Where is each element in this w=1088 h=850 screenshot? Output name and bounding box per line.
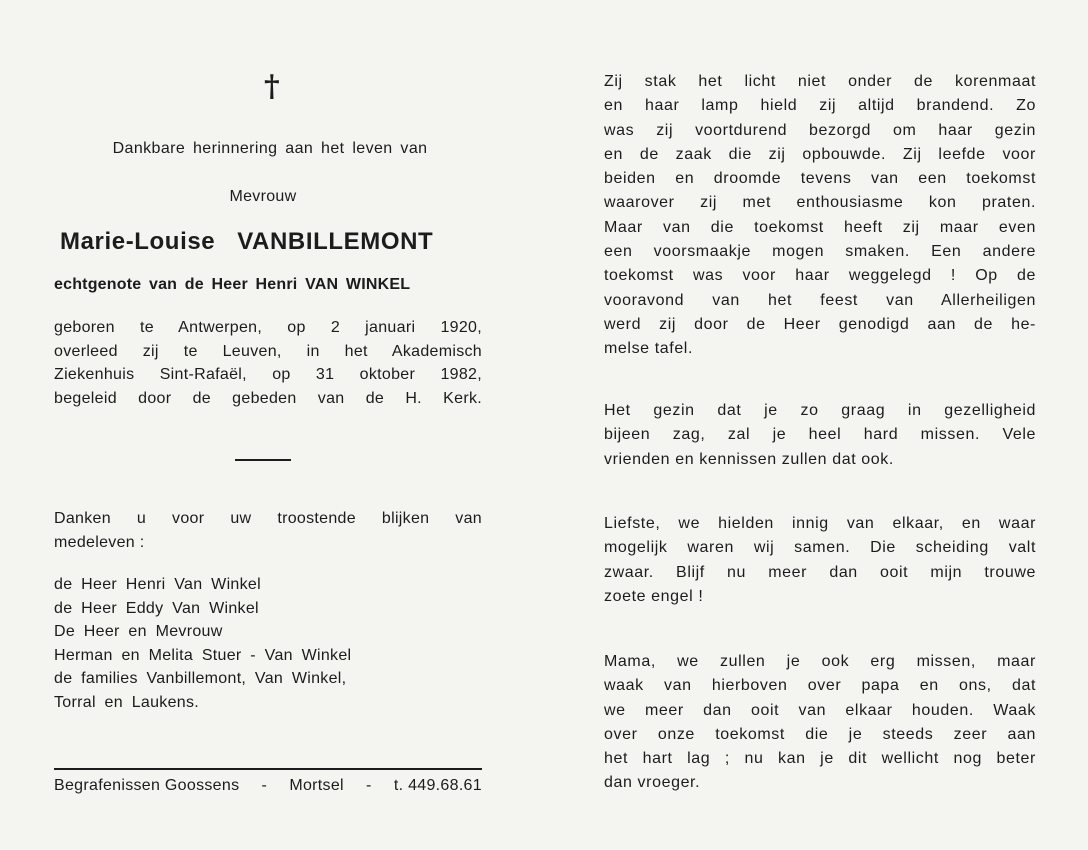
family-line: Torral en Laukens. [54, 693, 200, 711]
text-line: vrienden en kennissen zullen dat ook. [604, 450, 894, 468]
paragraph-4 [604, 650, 1036, 796]
family-line: de families Vanbillemont, Van Winkel, [54, 670, 347, 687]
surname: VANBILLEMONT [237, 228, 434, 255]
cross-icon: † [264, 69, 280, 104]
text-line: mogelijk waren wij samen. Die scheiding valt [604, 539, 1036, 557]
funeral-home-footer [54, 777, 482, 795]
text-line: toekomst was voor haar weggelegd ! Op de [604, 267, 1036, 285]
funeral-home-city: Mortsel [289, 777, 344, 794]
text-line: Maar van die toekomst heeft zij maar even [604, 218, 1036, 236]
thanks-line: Danken u voor uw troostende blijken van [54, 510, 482, 527]
text-line: waarover zij met enthousiasme kon praten. [604, 194, 1036, 212]
paragraph-1 [604, 70, 1036, 362]
intro-text: Dankbare herinnering aan het leven van [112, 140, 428, 157]
text-line: beiden en droomde tevens van een toekomst [604, 170, 1036, 188]
bio-line: overleed zij te Leuven, in het Akademisch [54, 342, 482, 360]
text-line: Liefste, we hielden innig van elkaar, en waar [604, 515, 1036, 532]
deceased-name [60, 228, 530, 256]
thanks-block [54, 507, 482, 554]
text-line: melse tafel. [604, 340, 694, 358]
text-line: bijeen zag, zal je heel hard missen. Vele [604, 426, 1036, 444]
text-line: een voorsmaakje mogen smaken. Een andere [604, 243, 1036, 261]
text-line: en de zaak die zij opbouwde. Zij leefde voor [604, 145, 1036, 163]
text-line: dan vroeger. [604, 774, 701, 792]
first-name: Marie-Louise [60, 228, 216, 255]
funeral-home-name: Begrafenissen Goossens [54, 777, 240, 794]
text-line: Het gezin dat je zo graag in gezelligheid [604, 402, 1036, 419]
spouse-line: echtgenote van de Heer Henri VAN WINKEL [54, 276, 411, 293]
text-line: zoete engel ! [604, 587, 704, 605]
text-line: was zij voortdurend bezorgd om haar gezin [604, 121, 1036, 139]
title-text: Mevrouw [229, 188, 297, 205]
family-line: de Heer Eddy Van Winkel [54, 599, 259, 617]
family-line: de Heer Henri Van Winkel [54, 576, 261, 593]
family-line: De Heer en Mevrouw [54, 623, 223, 640]
text-line: over onze toekomst die je steeds zeer aan [604, 725, 1036, 743]
footer-separator: - [366, 777, 372, 794]
text-line: het hart lag ; nu kan je dit wellicht nog beter [604, 750, 1036, 768]
paragraph-3 [604, 512, 1036, 609]
text-line: en haar lamp hield zij altijd brandend. Zo [604, 97, 1036, 115]
divider-dash [235, 459, 291, 461]
funeral-home-phone: t. 449.68.61 [393, 777, 482, 794]
bio-line: Ziekenhuis Sint-Rafaël, op 31 oktober 1982, [54, 366, 482, 383]
thanks-line: medeleven : [54, 533, 145, 551]
text-line: we meer dan ooit van elkaar houden. Waak [604, 701, 1036, 719]
text-line: waak van hierboven over papa en ons, dat [604, 677, 1036, 695]
bio-block [54, 316, 482, 410]
text-line: werd zij door de Heer genodigd aan de he- [604, 315, 1036, 333]
text-line: Zij stak het licht niet onder de korenmaat [604, 73, 1036, 90]
bio-line: begeleid door de gebeden van de H. Kerk. [54, 389, 482, 407]
family-line: Herman en Melita Stuer - Van Winkel [54, 646, 352, 664]
footer-rule [54, 768, 482, 770]
text-line: vooravond van het feest van Allerheiligen [604, 291, 1036, 309]
paragraph-2 [604, 399, 1036, 472]
text-line: zwaar. Blijf nu meer dan ooit mijn trouwe [604, 563, 1036, 581]
footer-separator: - [261, 777, 268, 794]
text-line: Mama, we zullen je ook erg missen, maar [604, 653, 1036, 670]
family-list [54, 573, 482, 714]
bio-line: geboren te Antwerpen, op 2 januari 1920, [54, 319, 482, 336]
